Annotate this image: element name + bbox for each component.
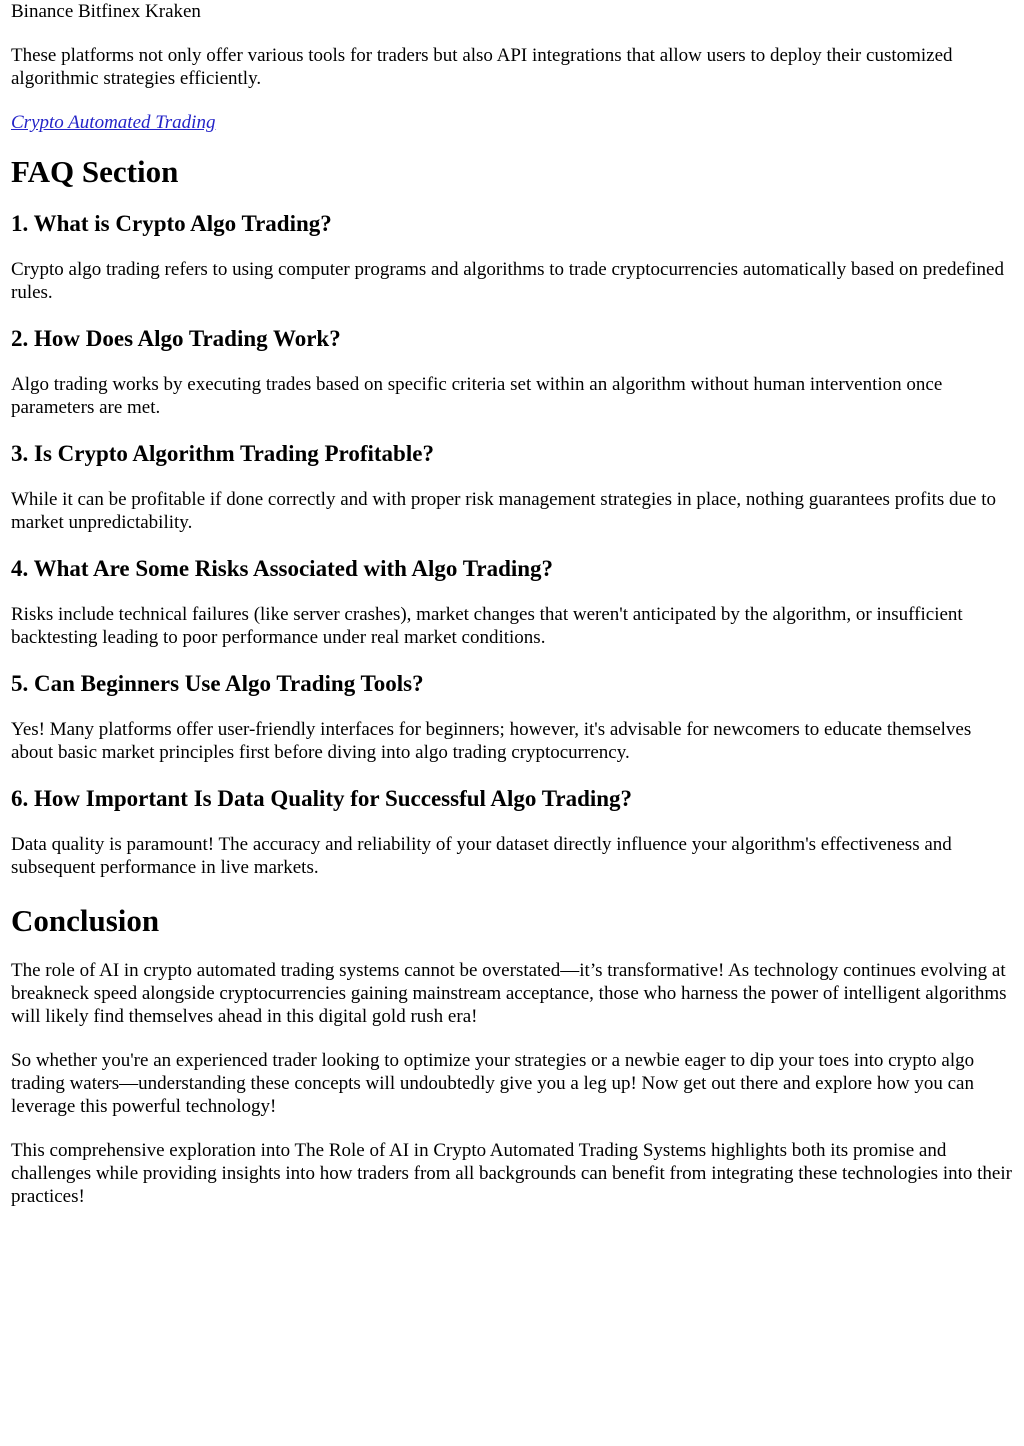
faq-question: 3. Is Crypto Algorithm Trading Profitable?	[11, 441, 434, 466]
faq-question: 2. How Does Algo Trading Work?	[11, 326, 341, 351]
faq-item	[11, 440, 1012, 534]
conclusion-title: Conclusion	[11, 903, 160, 938]
faq-answer: Risks include technical failures (like server crashes), market changes that weren't anticipated by the algorithm, or insufficient backtesting leading to poor performance under real market conditions.	[11, 604, 963, 648]
faq-item	[11, 555, 1012, 649]
faq-item	[11, 785, 1012, 879]
faq-question: 5. Can Beginners Use Algo Trading Tools?	[11, 671, 424, 696]
intro-paragraph: These platforms not only offer various tools for traders but also API integrations that allow users to deploy their customized algorithmic strategies efficiently.	[11, 45, 953, 89]
faq-question: 4. What Are Some Risks Associated with Algo Trading?	[11, 556, 554, 581]
faq-question: 6. How Important Is Data Quality for Successful Algo Trading?	[11, 786, 633, 811]
exchanges-line: Binance Bitfinex Kraken	[11, 1, 201, 22]
faq-item	[11, 325, 1012, 419]
faq-answer: Data quality is paramount! The accuracy and reliability of your dataset directly influence your algorithm's effectiveness and subsequent performance in live markets.	[11, 834, 952, 878]
faq-question: 1. What is Crypto Algo Trading?	[11, 211, 332, 236]
crypto-automated-trading-link[interactable]: Crypto Automated Trading	[11, 112, 216, 133]
faq-answer: Crypto algo trading refers to using computer programs and algorithms to trade cryptocurrencies automatically based on predefined rules.	[11, 259, 1004, 303]
conclusion-paragraph: This comprehensive exploration into The Role of AI in Crypto Automated Trading Systems highlights both its promise and challenges while providing insights into how traders from all backgrounds can benefit from integrating these technologies into their practices!	[11, 1140, 1012, 1207]
faq-answer: Algo trading works by executing trades based on specific criteria set within an algorithm without human intervention once parameters are met.	[11, 374, 943, 418]
faq-list	[11, 210, 1012, 879]
faq-answer: Yes! Many platforms offer user-friendly interfaces for beginners; however, it's advisable for newcomers to educate themselves about basic market principles first before diving into algo trading cryptocurrency.	[11, 719, 972, 763]
conclusion-paragraph: So whether you're an experienced trader looking to optimize your strategies or a newbie eager to dip your toes into crypto algo trading waters—understanding these concepts will undoubtedly give you a leg up! Now get out there and explore how you can leverage this powerful technology!	[11, 1050, 975, 1117]
faq-answer: While it can be profitable if done correctly and with proper risk management strategies in place, nothing guarantees profits due to market unpredictability.	[11, 489, 997, 533]
faq-section-title: FAQ Section	[11, 154, 179, 189]
faq-item	[11, 210, 1012, 304]
conclusion-paragraph: The role of AI in crypto automated trading systems cannot be overstated—it’s transformative! As technology continues evolving at breakneck speed alongside cryptocurrencies gaining mainstream acceptance, those who harness the power of intelligent algorithms will likely find themselves ahead in this digital gold rush era!	[11, 960, 1007, 1027]
link-paragraph	[11, 111, 1012, 134]
faq-item	[11, 670, 1012, 764]
